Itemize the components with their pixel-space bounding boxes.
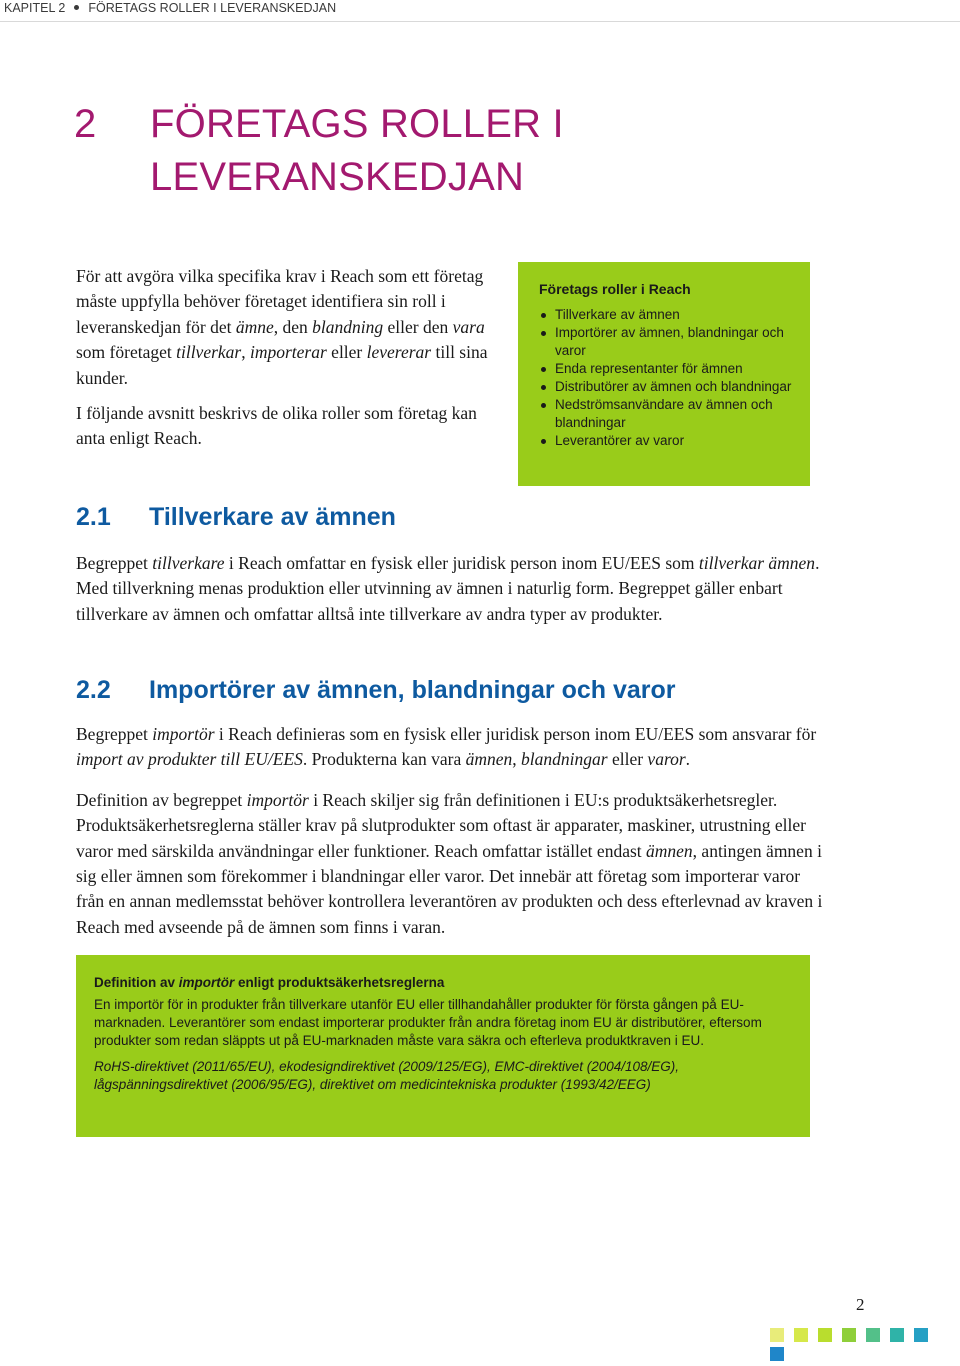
intro-paragraph-1 <box>76 264 506 391</box>
section-2-2-heading <box>76 675 676 705</box>
italic-text: blandning <box>312 316 384 337</box>
section-2-2-paragraph-2 <box>76 788 826 940</box>
definition-box <box>76 955 810 1137</box>
italic-text: importör <box>152 724 215 744</box>
chapter-number: 2 <box>74 102 97 146</box>
section-2-2-paragraph-1 <box>76 722 826 773</box>
text-run: För att avgöra vilka specifika krav i Reach som ett företag måste uppfylla behöver företaget identifiera sin roll i leveranskedjan för det <box>76 266 484 337</box>
italic-text: vara <box>452 316 485 337</box>
chapter-title-text <box>150 98 750 204</box>
text-run: till sina kunder. <box>76 342 488 388</box>
text-run: Begreppet <box>76 724 153 744</box>
section-2-2-title: Importörer av ämnen, blandningar och varor <box>149 676 676 704</box>
footer-color-square <box>866 1328 880 1342</box>
text-run: , <box>241 342 250 363</box>
italic-text: import av produkter till EU/EES <box>76 749 303 770</box>
text-run: enligt produktsäkerhetsreglerna <box>234 975 445 990</box>
footer-color-square <box>842 1328 856 1342</box>
page-number: 2 <box>856 1295 865 1314</box>
roles-box-title: Företags roller i Reach <box>539 281 691 297</box>
italic-text: ämnen <box>646 840 693 861</box>
section-2-2-body <box>76 722 826 955</box>
definition-box-note: RoHS-direktivet (2011/65/EU), ekodesigndirektivet (2009/125/EG), EMC-direktivet (2004/108/EG), lågspänningsdirektivet (2006/95/EG), direktivet om medicintekniska produkter (1993/42/EEG) <box>94 1059 680 1092</box>
italic-text: varor <box>647 749 686 770</box>
italic-text: tillverkare <box>152 553 225 573</box>
text-run: . Med tillverkning menas produktion eller utvinning av ämnen i naturlig form. Begreppet gäller enbart tillverkare av ämnen och omfattar alltså inte tillverkare av andra typer av produkter. <box>76 553 820 624</box>
text-run: i Reach definieras som en fysisk eller juridisk person inom EU/EES som ansvarar för <box>214 724 817 744</box>
section-2-1-body <box>76 551 826 642</box>
running-head-title: FÖRETAGS ROLLER I LEVERANSKEDJAN <box>88 1 337 15</box>
section-2-1-title: Tillverkare av ämnen <box>149 503 396 531</box>
roles-list-item: Leverantörer av varor <box>539 432 792 450</box>
text-run: i Reach skiljer sig från definitionen i EU:s produktsäkerhetsregler. Produktsäkerhetsreglerna ställer krav på slutprodukter som oftast är apparater, maskiner, utrustning eller varor med särskilda användningar eller funktioner. Reach omfattar istället endast <box>76 789 806 861</box>
roles-list-item: Importörer av ämnen, blandningar och varor <box>539 324 792 360</box>
intro-text <box>76 264 506 462</box>
section-2-1-heading <box>76 502 396 532</box>
roles-list <box>539 306 792 450</box>
text-run: . <box>685 749 691 770</box>
definition-box-title <box>94 974 794 992</box>
text-run: i Reach omfattar en fysisk eller juridisk person inom EU/EES som <box>224 553 699 573</box>
italic-text: importör <box>178 975 235 990</box>
text-run: eller <box>326 342 367 363</box>
italic-text: tillverkar ämnen <box>698 553 816 573</box>
text-run: som företaget <box>76 342 177 363</box>
footer-color-square <box>914 1328 928 1342</box>
text-run: Definition av begreppet <box>76 789 247 810</box>
running-head-chapter: KAPITEL 2 <box>4 1 66 15</box>
italic-text: blandningar <box>521 749 608 770</box>
bullet-dot-icon <box>74 5 79 10</box>
text-run: , <box>512 749 522 770</box>
text-run: . Produkterna kan vara <box>302 749 466 770</box>
italic-text: importerar <box>249 342 327 363</box>
section-2-2-number: 2.2 <box>76 676 111 704</box>
section-2-1-number: 2.1 <box>76 503 111 531</box>
italic-text: levererar <box>366 342 432 363</box>
text-run: , den <box>273 316 313 337</box>
chapter-title-line-1: FÖRETAGS ROLLER I <box>150 102 564 146</box>
roles-box <box>518 262 810 486</box>
italic-text: importör <box>246 789 309 810</box>
italic-text: ämne <box>235 316 274 337</box>
running-head <box>0 0 960 22</box>
footer-color-square <box>770 1347 784 1361</box>
definition-box-body: En importör för in produkter från tillverkare utanför EU eller tillhandahåller produkter för första gången på EU-marknaden. Leverantörer som endast importerar produkter från andra företag inom EU är distributörer, eftersom produkter som redan släppts ut på EU-marknaden måste vara säkra och efterleva produktkraven i EU. <box>94 997 762 1048</box>
footer-color-bar <box>770 1328 960 1342</box>
footer-color-square <box>890 1328 904 1342</box>
intro-paragraph-2: I följande avsnitt beskrivs de olika roller som företag kan anta enligt Reach. <box>76 403 477 449</box>
roles-list-item: Nedströmsanvändare av ämnen och blandningar <box>539 396 792 432</box>
italic-text: ämnen <box>465 749 513 770</box>
chapter-title-line-2: LEVERANSKEDJAN <box>150 155 525 199</box>
roles-list-item: Enda representanter för ämnen <box>539 360 792 378</box>
section-2-1-paragraph <box>76 551 826 627</box>
text-run: Definition av <box>94 975 179 990</box>
text-run: , antingen ämnen i sig eller ämnen som förekommer i blandningar eller varor. Det innebär att företag som importerar varor från en annan medlemsstat behöver kontrollera leverantören av produkten och dess efterlevnad av kraven i Reach med avseende på de ämnen som finns i varan. <box>76 840 823 937</box>
text-run: eller den <box>383 316 453 337</box>
italic-text: tillverkar <box>176 342 242 363</box>
roles-list-item: Distributörer av ämnen och blandningar <box>539 378 792 396</box>
roles-list-item: Tillverkare av ämnen <box>539 306 792 324</box>
footer-color-square <box>770 1328 784 1342</box>
footer-color-square <box>818 1328 832 1342</box>
footer-color-square <box>794 1328 808 1342</box>
text-run: eller <box>607 749 648 770</box>
text-run: Begreppet <box>76 553 153 573</box>
